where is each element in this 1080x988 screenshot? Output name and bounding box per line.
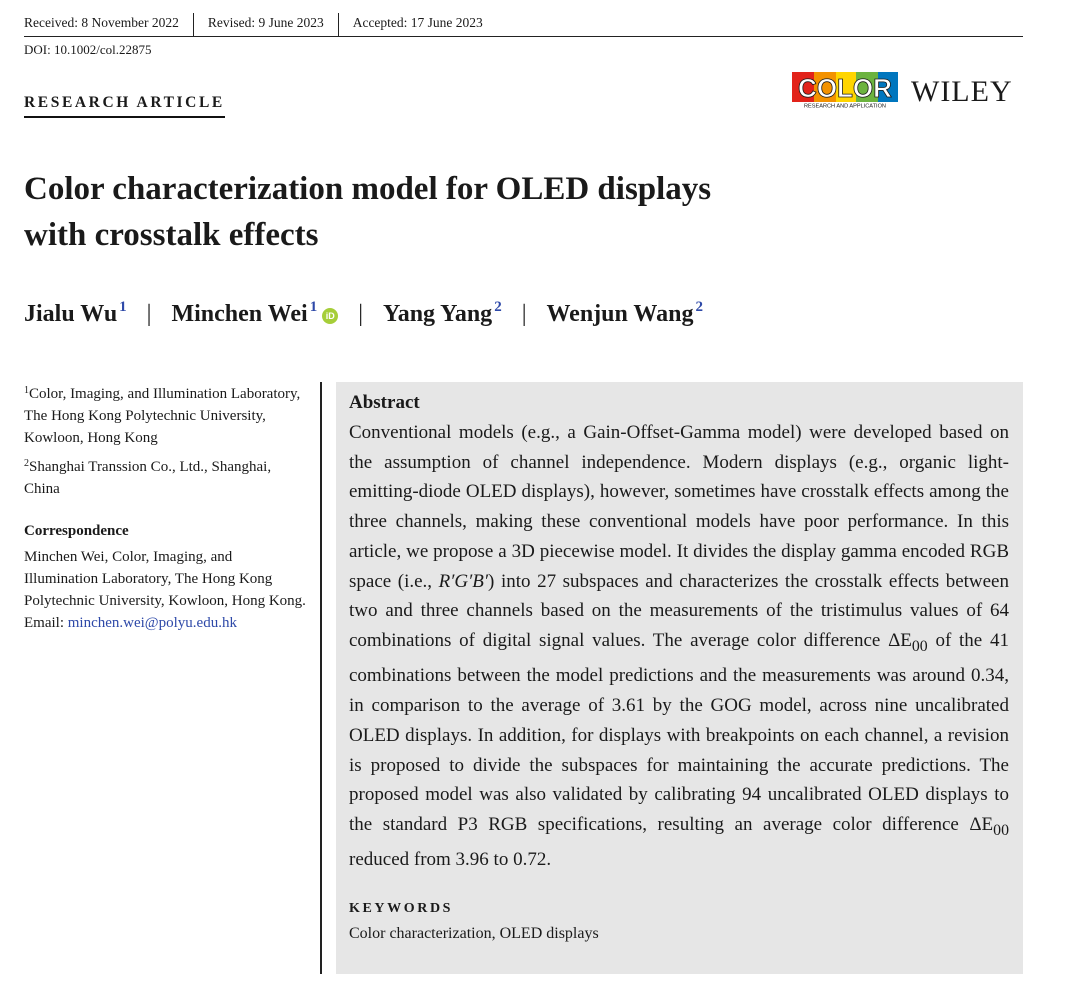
column-divider [320,382,322,974]
author-name[interactable]: Minchen Wei $^1$iD [171,299,338,328]
revised-date: Revised: 9 June 2023 [207,15,324,30]
author-separator: | [146,301,152,327]
author-list [24,299,703,328]
affiliation: $^1$Color, Imaging, and Illumination Laboratory, The Hong Kong Polytechnic University, Kowloon, Hong Kong [24,385,301,446]
history-divider [193,13,194,37]
abstract-box [336,382,1023,974]
svg-text:COLOR: COLOR [798,73,892,103]
correspondence-heading: Correspondence [24,523,129,539]
brand-logos [792,72,1024,112]
author-name[interactable]: Yang Yang $^2$ [383,299,502,327]
affiliations-panel [24,380,306,638]
abstract-heading: Abstract [349,392,420,413]
accepted-date: Accepted: 17 June 2023 [352,15,483,30]
history-divider [338,13,339,37]
orcid-icon[interactable]: iD [322,308,338,324]
article-history [24,13,1023,37]
color-journal-logo [792,72,898,110]
author-name[interactable]: Jialu Wu $^1$ [24,299,127,327]
keywords-heading: KEYWORDS [349,901,454,917]
article-type: RESEARCH ARTICLE [24,94,225,118]
abstract-text: Conventional models (e.g., a Gain-Offset-Gamma model) were developed based on the assumption of channel independence. Modern displays (e.g., organic light-emitting-diode OLED displays), however, sometimes have crosstalk effects among the three channels, making these conventional models have poor performance. In this article, we propose a 3D piecewise model. It divides the display gamma encoded RGB space (i.e., R′G′B′) into 27 subspaces and characterizes the crosstalk effects between two and three channels based on the measurements of the tristimulus values of 64 combinations of digital signal values. The average color difference $\Delta E_{00}$ of the 41 combinations between the model predictions and the measurements was around 0.34, in comparison to the average of 3.61 by the GOG model, across nine uncalibrated OLED displays. In addition, for displays with breakpoints on each channel, a revision is proposed to divide the subspaces for maintaining the accurate predictions. The proposed model was also validated by calibrating 94 uncalibrated OLED displays to the standard P3 RGB specifications, resulting an average color difference $\Delta E_{00}$ reduced from 3.96 to 0.72. [349,422,1009,871]
author-name[interactable]: Wenjun Wang $^2$ [546,299,703,327]
correspondence-text: Minchen Wei, Color, Imaging, and Illumination Laboratory, The Hong Kong Polytechnic University, Kowloon, Hong Kong. Email: minchen.wei@polyu.edu.hk [24,549,306,631]
affiliation: $^2$Shanghai Transsion Co., Ltd., Shanghai, China [24,458,272,497]
author-separator: | [358,301,364,327]
keywords-text: Color characterization, OLED displays [349,925,599,943]
svg-text:RESEARCH AND APPLICATION: RESEARCH AND APPLICATION [804,103,886,110]
doi[interactable]: DOI: 10.1002/col.22875 [24,42,152,57]
wiley-logo: WILEY [911,75,1013,108]
author-separator: | [521,301,527,327]
email-link[interactable]: minchen.wei@polyu.edu.hk [67,615,237,631]
article-title: Color characterization model for OLED displays with crosstalk effects [24,171,712,253]
received-date: Received: 8 November 2022 [24,15,179,30]
